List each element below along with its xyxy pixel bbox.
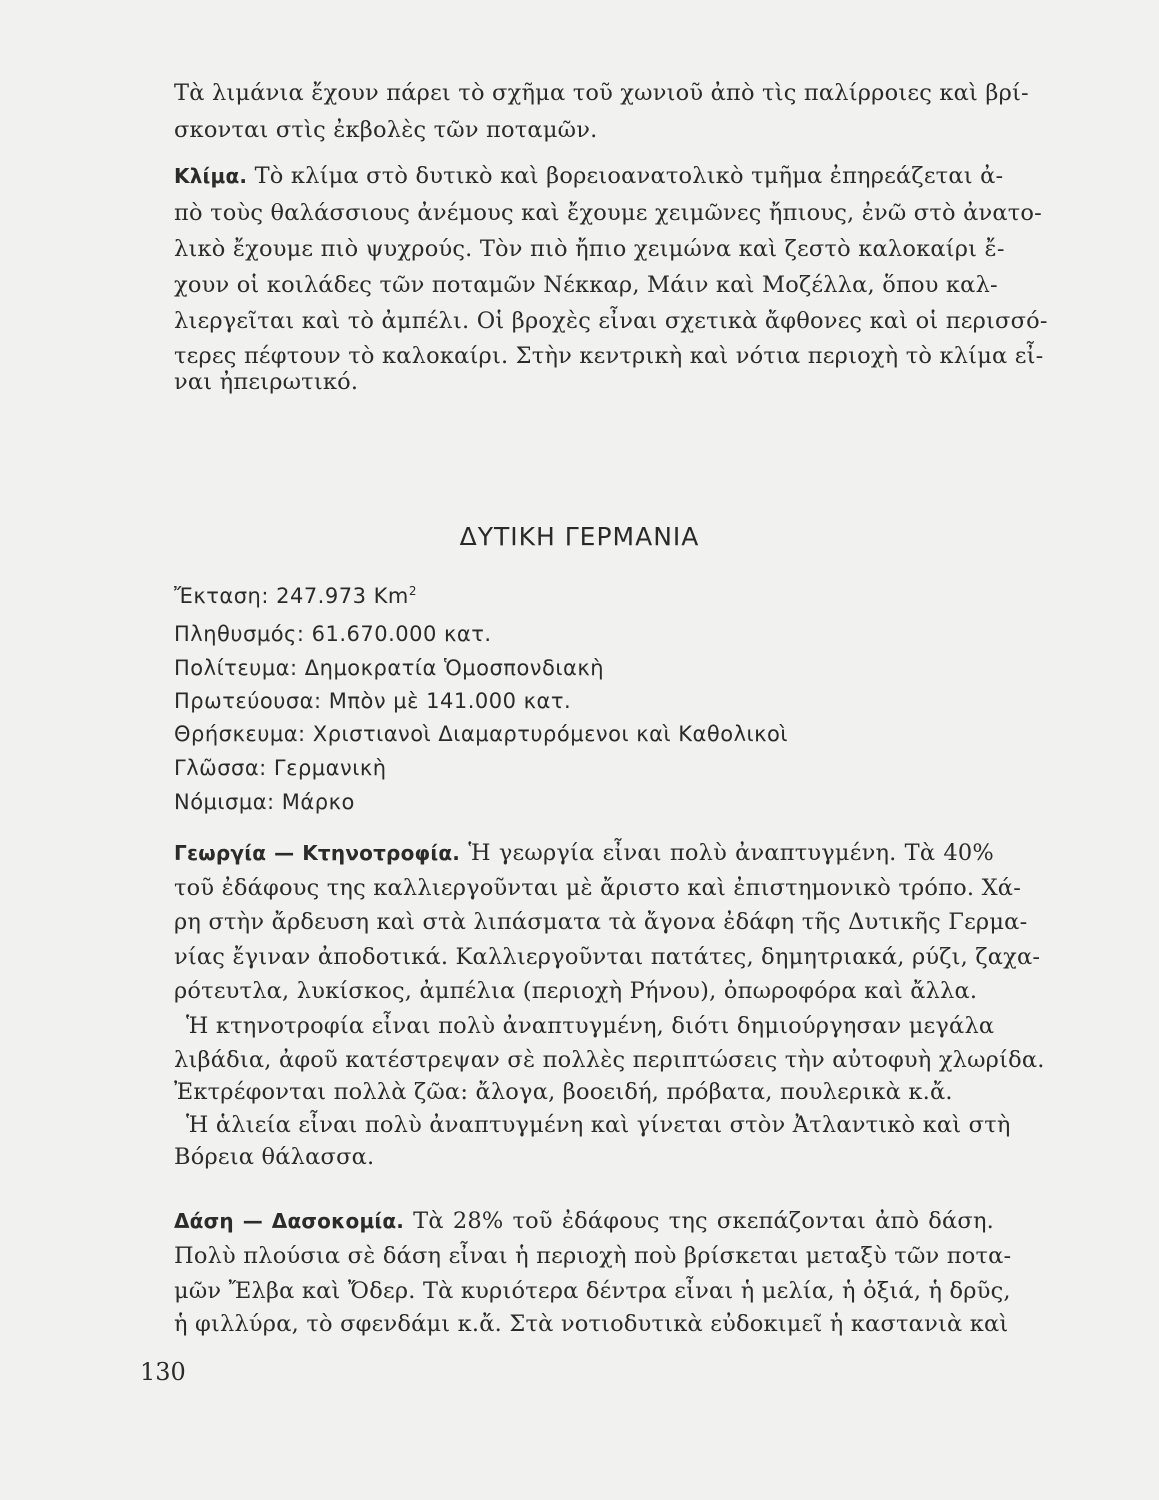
fact-population: Πληθυσμός: 61.670.000 κατ. bbox=[174, 622, 492, 646]
fact-capital: Πρωτεύουσα: Μπὸν μὲ 141.000 κατ. bbox=[174, 689, 572, 713]
agriculture-text: Ἡ γεωργία εἶναι πολὺ ἀναπτυγμένη. Τὰ 40% bbox=[468, 840, 994, 866]
forests-paragraph-first-line bbox=[174, 1210, 994, 1233]
country-title: ΔΥΤΙΚΗ ΓΕΡΜΑΝΙΑ bbox=[459, 522, 700, 551]
agriculture-line: νίας ἔγιναν ἀποδοτικά. Καλλιεργοῦνται πατάτες, δημητριακά, ρύζι, ζαχα- bbox=[174, 944, 1041, 970]
climate-line: λικὸ ἔχουμε πιὸ ψυχρούς. Τὸν πιὸ ἤπιο χειμώνα καὶ ζεστὸ καλοκαίρι ἔ- bbox=[174, 236, 1005, 262]
agriculture-label: Γεωργία — Κτηνοτροφία. bbox=[174, 841, 461, 865]
forests-text: Τὰ 28% τοῦ ἐδάφους της σκεπάζονται ἀπὸ δάση. bbox=[413, 1208, 994, 1234]
agriculture-line: τοῦ ἐδάφους της καλλιεργοῦνται μὲ ἄριστο καὶ ἐπιστημονικὸ τρόπο. Χά- bbox=[174, 875, 1022, 901]
forests-label: Δάση — Δασοκομία. bbox=[174, 1209, 405, 1233]
forests-line: Πολὺ πλούσια σὲ δάση εἶναι ἡ περιοχὴ ποὺ βρίσκεται μεταξὺ τῶν ποτα- bbox=[174, 1243, 1012, 1269]
fact-religion: Θρήσκευμα: Χριστιανοὶ Διαμαρτυρόμενοι καὶ Καθολικοὶ bbox=[174, 722, 788, 746]
climate-line: χουν οἱ κοιλάδες τῶν ποταμῶν Νέκκαρ, Μάιν καὶ Μοζέλλα, ὅπου καλ- bbox=[174, 272, 998, 298]
livestock-line: Ἡ κτηνοτροφία εἶναι πολὺ ἀναπτυγμένη, διότι δημιούργησαν μεγάλα bbox=[186, 1013, 995, 1039]
livestock-line: Ἐκτρέφονται πολλὰ ζῶα: ἄλογα, βοοειδή, πρόβατα, πουλερικὰ κ.ἄ. bbox=[174, 1079, 953, 1105]
livestock-line: λιβάδια, ἀφοῦ κατέστρεψαν σὲ πολλὲς περιπτώσεις τὴν αὐτοφυὴ χλωρίδα. bbox=[174, 1047, 1045, 1073]
agriculture-paragraph-first-line bbox=[174, 842, 994, 865]
fact-area: Ἔκταση: 247.973 Km$^2$ bbox=[174, 584, 417, 608]
fact-language: Γλῶσσα: Γερμανικὴ bbox=[174, 756, 387, 780]
climate-label: Κλίμα. bbox=[174, 164, 248, 188]
page-number: 130 bbox=[140, 1358, 186, 1386]
intro-line: Τὰ λιμάνια ἔχουν πάρει τὸ σχῆμα τοῦ χωνιοῦ ἀπὸ τὶς παλίρροιες καὶ βρί- bbox=[174, 80, 1029, 106]
climate-line: ναι ἠπειρωτικό. bbox=[174, 369, 359, 395]
climate-paragraph-first-line bbox=[174, 163, 1004, 189]
forests-line: ἡ φιλλύρα, τὸ σφενδάμι κ.ἄ. Στὰ νοτιοδυτικὰ εὐδοκιμεῖ ἡ καστανιὰ καὶ bbox=[174, 1311, 1009, 1337]
fact-government: Πολίτευμα: Δημοκρατία Ὁμοσπονδιακὴ bbox=[174, 656, 605, 680]
forests-line: μῶν Ἔλβα καὶ Ὄδερ. Τὰ κυριότερα δέντρα εἶναι ἡ μελία, ἡ ὀξιά, ἡ δρῦς, bbox=[174, 1278, 1011, 1304]
fishing-line: Βόρεια θάλασσα. bbox=[174, 1144, 375, 1170]
fishing-line: Ἡ ἁλιεία εἶναι πολὺ ἀναπτυγμένη καὶ γίνεται στὸν Ἀτλαντικὸ καὶ στὴ bbox=[186, 1112, 1011, 1138]
climate-line: πὸ τοὺς θαλάσσιους ἀνέμους καὶ ἔχουμε χειμῶνες ἤπιους, ἐνῶ στὸ ἀνατο- bbox=[174, 200, 1042, 226]
climate-line: τερες πέφτουν τὸ καλοκαίρι. Στὴν κεντρικὴ καὶ νότια περιοχὴ τὸ κλίμα εἶ- bbox=[174, 343, 1044, 369]
climate-text: Τὸ κλίμα στὸ δυτικὸ καὶ βορειοανατολικὸ τμῆμα ἐπηρεάζεται ἀ- bbox=[254, 163, 1004, 189]
climate-line: λιεργεῖται καὶ τὸ ἀμπέλι. Οἱ βροχὲς εἶναι σχετικὰ ἄφθονες καὶ οἱ περισσό- bbox=[174, 308, 1048, 334]
agriculture-line: ρότευτλα, λυκίσκος, ἀμπέλια (περιοχὴ Ρήνου), ὀπωροφόρα καὶ ἄλλα. bbox=[174, 978, 978, 1004]
intro-line: σκονται στὶς ἐκβολὲς τῶν ποταμῶν. bbox=[174, 117, 598, 143]
agriculture-line: ρη στὴν ἄρδευση καὶ στὰ λιπάσματα τὰ ἄγονα ἐδάφη τῆς Δυτικῆς Γερμα- bbox=[174, 909, 1028, 935]
fact-currency: Νόμισμα: Μάρκο bbox=[174, 790, 355, 814]
